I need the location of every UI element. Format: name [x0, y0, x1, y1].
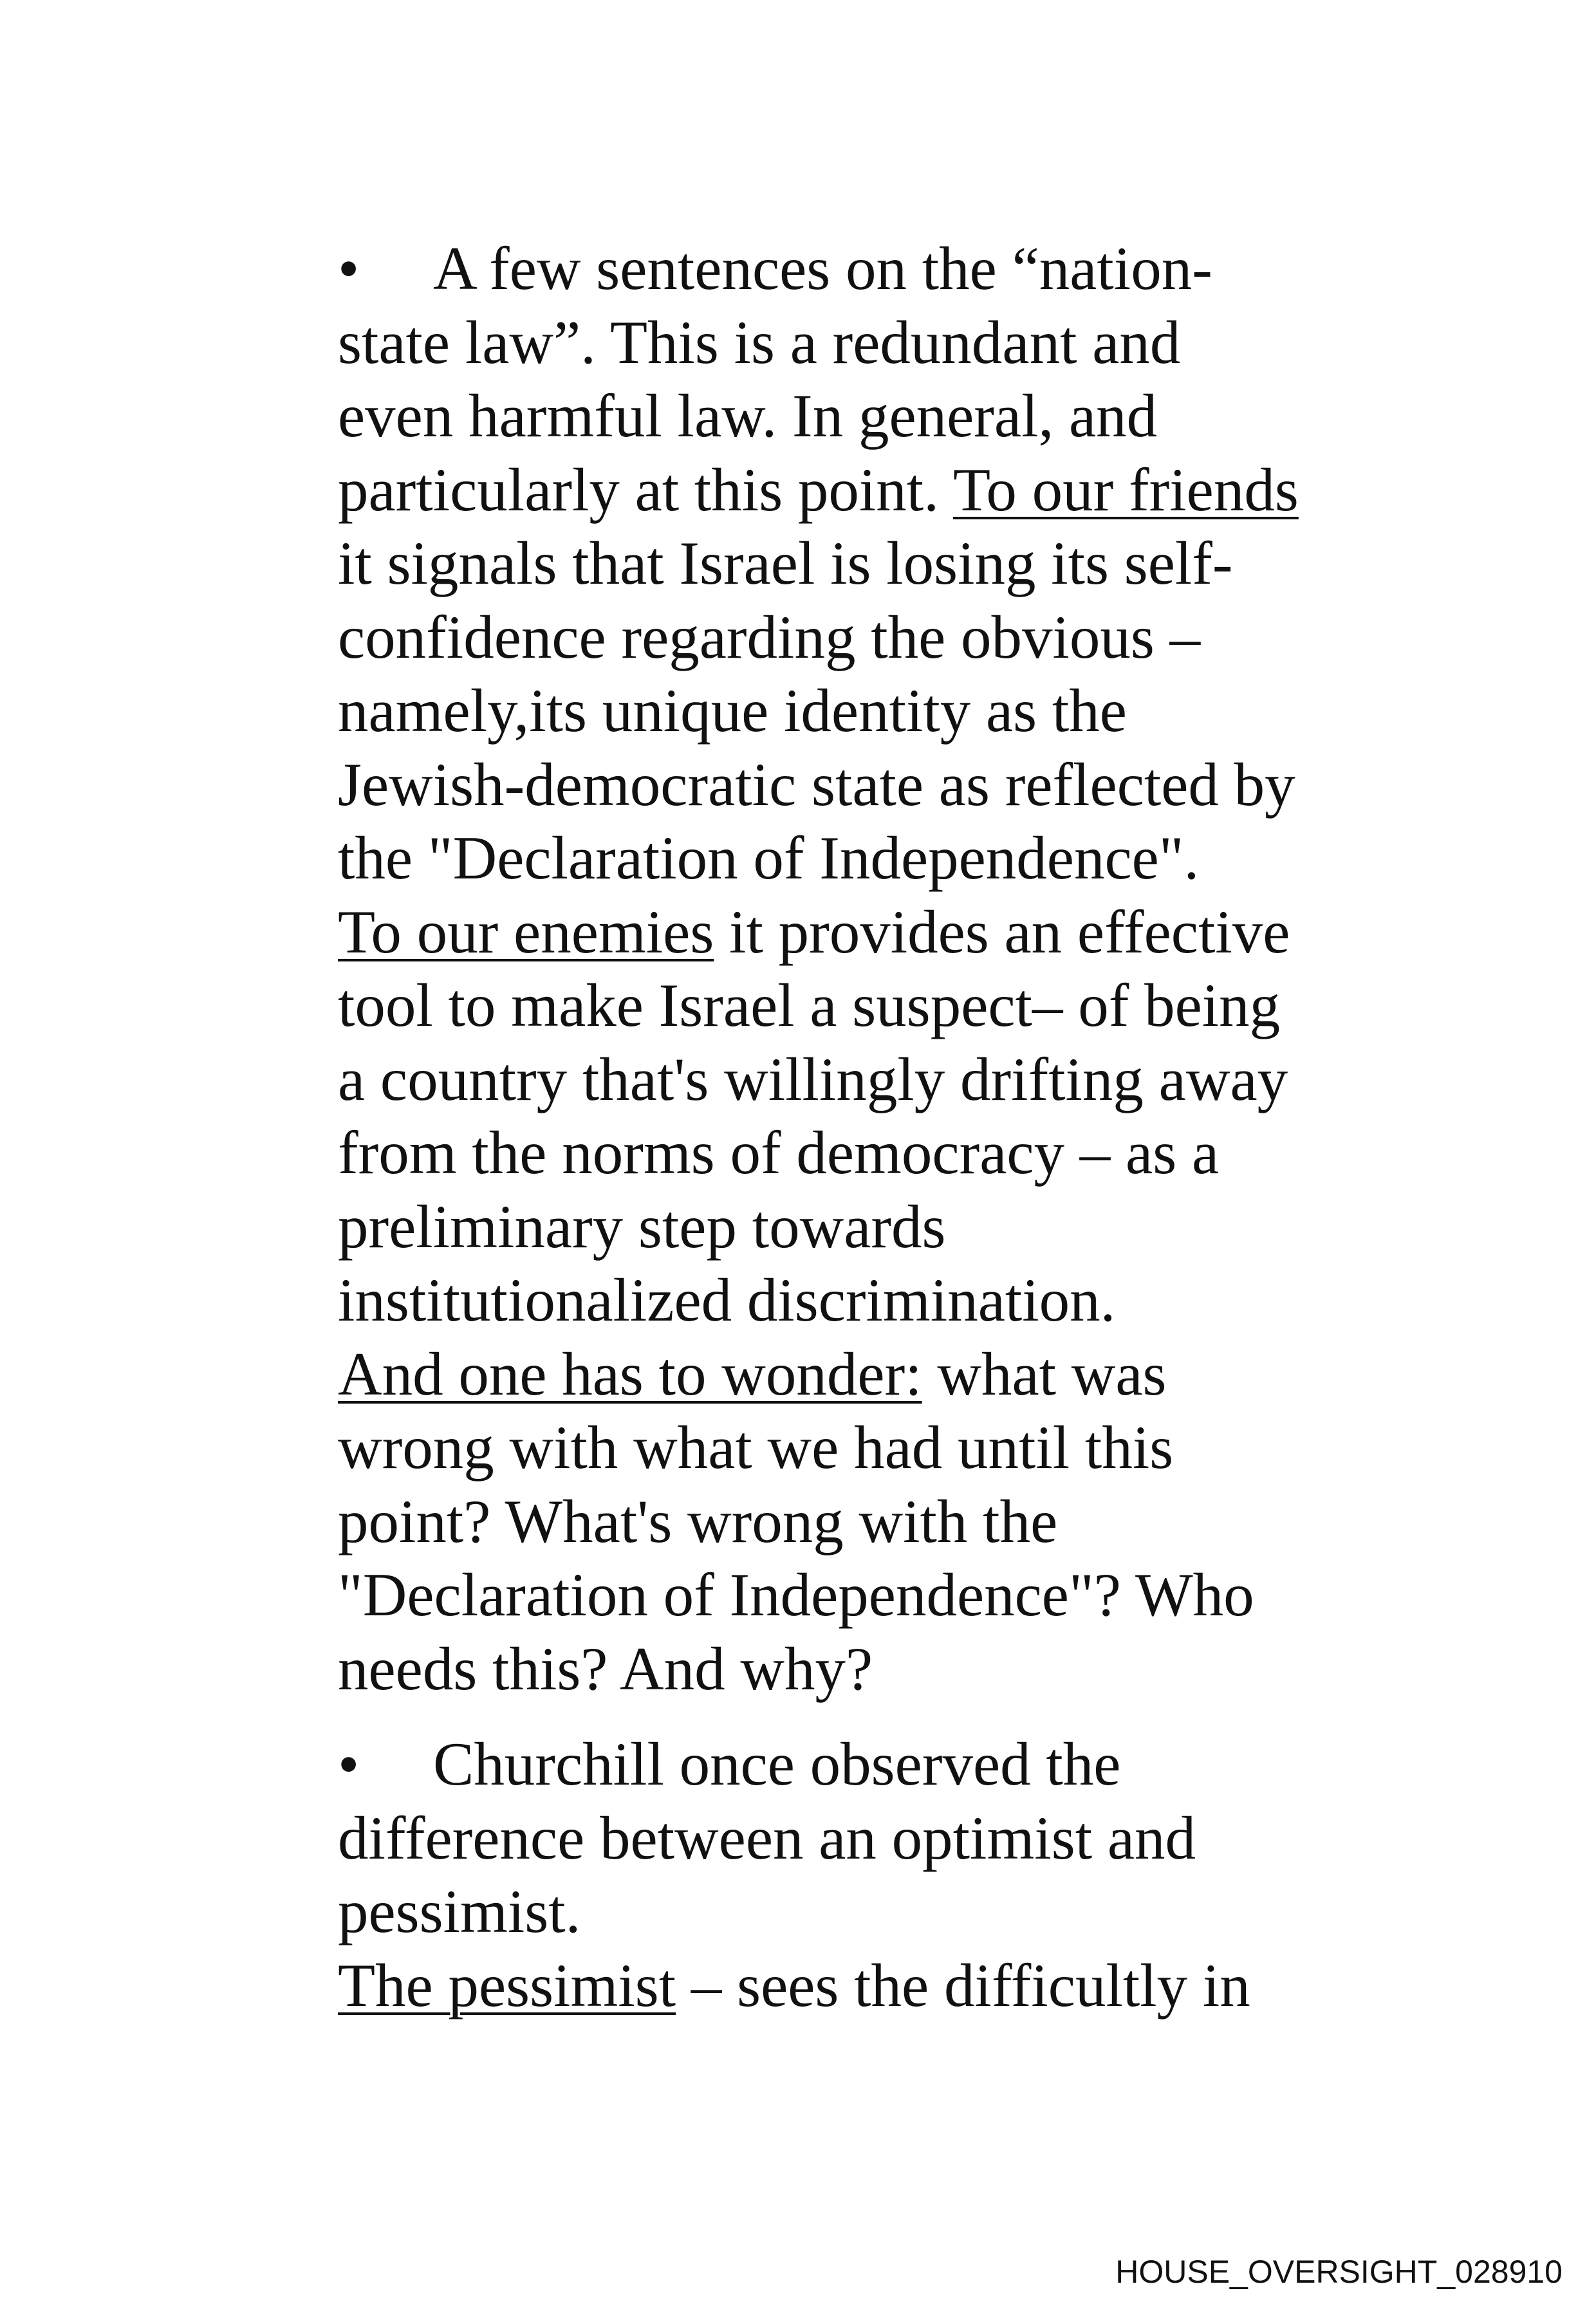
document-body: [338, 232, 1393, 2022]
text-line: [338, 1558, 1393, 1632]
underlined-phrase: To our enemies: [338, 897, 714, 966]
underlined-phrase: To our friends: [952, 455, 1299, 524]
paragraph-gap: [338, 1705, 1393, 1727]
underlined-phrase: And one has to wonder:: [338, 1339, 922, 1408]
text-line: [338, 895, 1393, 969]
text-run: Jewish-democratic state as reflected by: [338, 750, 1295, 819]
text-run: namely,its unique identity as the: [338, 676, 1127, 745]
text-line: [338, 1727, 1393, 1801]
text-run: preliminary step towards: [338, 1192, 946, 1261]
text-run: even harmful law. In general, and: [338, 382, 1158, 450]
text-run: it provides an effective: [714, 897, 1290, 966]
text-line: [338, 969, 1393, 1043]
text-line: [338, 1875, 1393, 1949]
text-run: difference between an optimist and: [338, 1803, 1196, 1872]
text-run: institutionalized discrimination.: [338, 1266, 1116, 1334]
bullet-icon: •: [338, 1730, 360, 1798]
text-line: [338, 821, 1393, 895]
text-run: particularly at this point.: [338, 455, 953, 524]
text-line: [338, 674, 1393, 748]
text-run: from the norms of democracy – as a: [338, 1119, 1220, 1187]
text-run: point? What's wrong with the: [338, 1487, 1058, 1555]
text-line: [338, 306, 1393, 380]
text-line: [338, 526, 1393, 600]
text-line: [338, 1116, 1393, 1190]
text-run: "Declaration of Independence"? Who: [338, 1561, 1254, 1629]
text-line: [338, 1411, 1393, 1485]
text-run: the "Declaration of Independence".: [338, 824, 1200, 892]
text-run: pessimist.: [338, 1877, 581, 1945]
text-line: [338, 1632, 1393, 1706]
text-run: – sees the difficultly in: [676, 1951, 1250, 2019]
text-run: a country that's willingly drifting away: [338, 1044, 1288, 1113]
text-line: [338, 1801, 1393, 1875]
text-line: [338, 453, 1393, 527]
text-run: state law”. This is a redundant and: [338, 308, 1181, 376]
text-line: [338, 1337, 1393, 1411]
text-run: wrong with what we had until this: [338, 1413, 1174, 1481]
text-line: [338, 748, 1393, 822]
text-line: [338, 600, 1393, 674]
text-line: [338, 1043, 1393, 1117]
text-line: [338, 1949, 1393, 2023]
text-line: [338, 379, 1393, 453]
bullet-icon: •: [338, 234, 360, 302]
text-run: needs this? And why?: [338, 1634, 873, 1703]
text-line: [338, 1190, 1393, 1264]
text-run: tool to make Israel a suspect– of being: [338, 971, 1281, 1039]
text-run: what was: [922, 1339, 1167, 1408]
bullet-section-nation-state-law: [338, 232, 1393, 1705]
bates-number: HOUSE_OVERSIGHT_028910: [1115, 2254, 1563, 2290]
underlined-phrase: The pessimist: [338, 1951, 676, 2019]
bullet-section-churchill: [338, 1727, 1393, 2022]
text-line: [338, 1485, 1393, 1559]
text-run: Churchill once observed the: [433, 1730, 1121, 1798]
text-line: [338, 1263, 1393, 1337]
text-line: [338, 232, 1393, 306]
text-run: A few sentences on the “nation-: [433, 234, 1212, 302]
text-run: confidence regarding the obvious –: [338, 602, 1201, 671]
text-run: it signals that Israel is losing its self-: [338, 529, 1233, 597]
